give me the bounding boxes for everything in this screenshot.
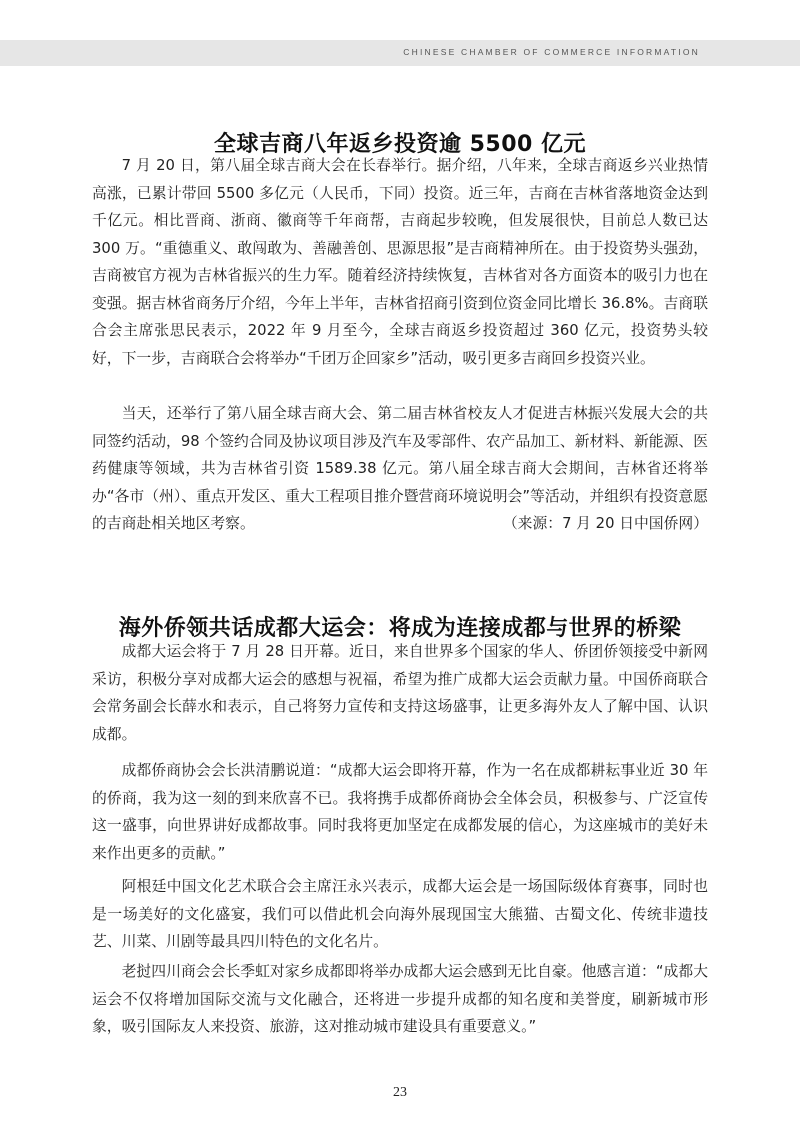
article-1-title: 全球吉商八年返乡投资逾 5500 亿元 <box>213 131 587 157</box>
article-1-paragraph-2-text: 当天，还举行了第八届全球吉商大会、第二届吉林省校友人才促进吉林振兴发展大会的共同签约活动，98 个签约合同及协议项目涉及汽车及零部件、农产品加工、新材料、新能源、医药健康等领域，共为吉林省引资 1589.38 亿元。第八届全球吉商大会期间，吉林省还将举办“各市（州）、重点开发区、重大工程项目推介暨营商环境说明会”等活动，并组织有投资意愿的吉商赴相关地区考察。 <box>92 405 708 532</box>
article-1-source: （来源：7 月 20 日中国侨网） <box>502 515 708 532</box>
article-1-paragraph-2 <box>92 400 708 538</box>
article-2-paragraph-2: 成都侨商协会会长洪清鹏说道：“成都大运会即将开幕，作为一名在成都耕耘事业近 30 年的侨商，我为这一刻的到来欣喜不已。我将携手成都侨商协会全体会员，积极参与、广泛宣传这一盛事，向世界讲好成都故事。同时我将更加坚定在成都发展的信心，为这座城市的美好未来作出更多的贡献。” <box>92 762 708 862</box>
article-2-paragraph-4: 老挝四川商会会长季虹对家乡成都即将举办成都大运会感到无比自豪。他感言道：“成都大运会不仅将增加国际交流与文化融合，还将进一步提升成都的知名度和美誉度，刷新城市形象，吸引国际友人来投资、旅游，这对推动城市建设具有重要意义。” <box>92 963 708 1035</box>
magazine-header: CHINESE CHAMBER OF COMMERCE INFORMATION <box>403 47 700 57</box>
article-2-paragraph-3: 阿根廷中国文化艺术联合会主席汪永兴表示，成都大运会是一场国际级体育赛事，同时也是一场美好的文化盛宴，我们可以借此机会向海外展现国宝大熊猫、古蜀文化、传统非遗技艺、川菜、川剧等最具四川特色的文化名片。 <box>92 878 708 950</box>
article-1-paragraph-1: 7 月 20 日，第八届全球吉商大会在长春举行。据介绍，八年来，全球吉商返乡兴业热情高涨，已累计带回 5500 多亿元（人民币，下同）投资。近三年，吉商在吉林省落地资金达到千亿元。相比晋商、浙商、徽商等千年商帮，吉商起步较晚，但发展很快，目前总人数已达 300 万。“重德重义、敢闯敢为、善融善创、思源思报”是吉商精神所在。由于投资势头强劲，吉商被官方视为吉林省振兴的生力军。随着经济持续恢复，吉林省对各方面资本的吸引力也在变强。据吉林省商务厅介绍，今年上半年，吉林省招商引资到位资金同比增长 36.8%。吉商联合会主席张思民表示，2022 年 9 月至今，全球吉商返乡投资超过 360 亿元，投资势头较好，下一步，吉商联合会将举办“千团万企回家乡”活动，吸引更多吉商回乡投资兴业。 <box>92 157 708 367</box>
article-2-title: 海外侨领共话成都大运会：将成为连接成都与世界的桥梁 <box>118 615 682 641</box>
page-number: 23 <box>393 1085 407 1100</box>
article-2-paragraph-1: 成都大运会将于 7 月 28 日开幕。近日，来自世界多个国家的华人、侨团侨领接受中新网采访，积极分享对成都大运会的感想与祝福，希望为推广成都大运会贡献力量。中国侨商联合会常务副会长薛水和表示，自己将努力宣传和支持这场盛事，让更多海外友人了解中国、认识成都。 <box>92 643 708 743</box>
